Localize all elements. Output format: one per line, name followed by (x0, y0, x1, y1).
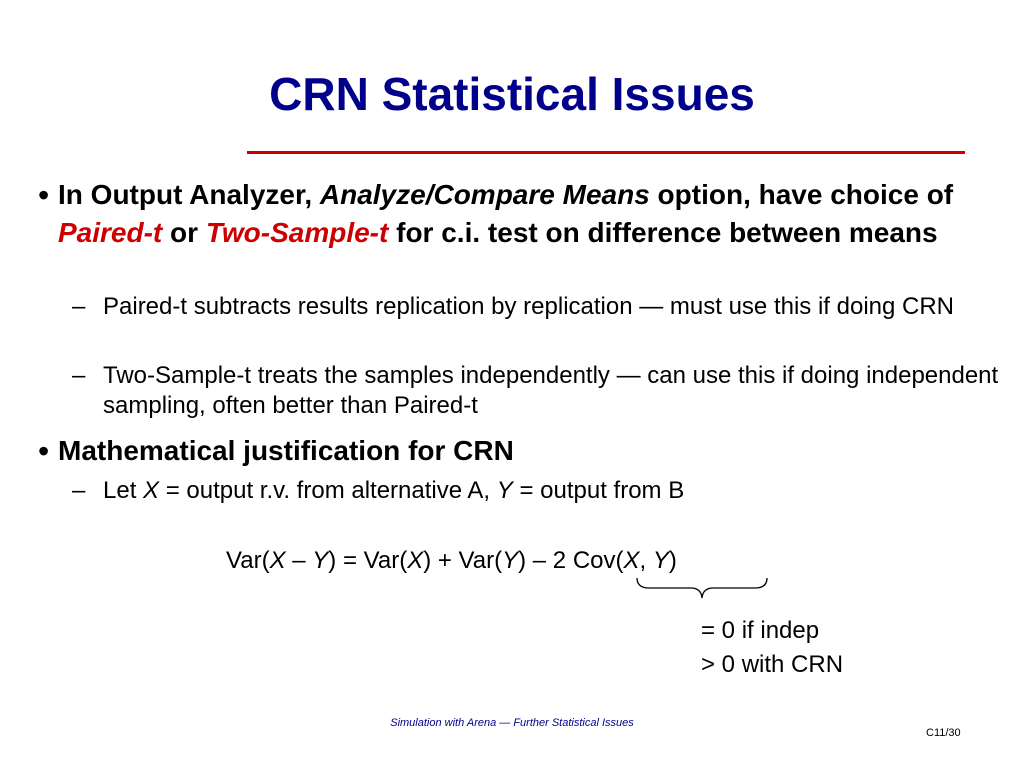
bullet-1 (58, 176, 1008, 252)
sub-bullet-dash: – (72, 477, 86, 504)
eq-var-x: X (407, 547, 424, 574)
slide-footer: Simulation with Arena — Further Statistical Issues (390, 717, 634, 729)
underbrace (635, 576, 770, 602)
variance-equation (226, 546, 677, 576)
eq-part: ) + Var( (423, 547, 503, 574)
bullet-2: Mathematical justification for CRN (58, 435, 514, 466)
eq-part: ) = Var( (328, 547, 408, 574)
sub-bullet-dash: – (72, 293, 86, 320)
title-underline (247, 151, 965, 154)
bullet-dot: • (38, 177, 50, 213)
bullet-dot: • (38, 433, 50, 469)
sub-bullet-let (103, 476, 1008, 506)
slide-title: CRN Statistical Issues (269, 68, 755, 120)
eq-part: – (285, 547, 313, 574)
eq-part: ) (668, 547, 677, 574)
note-independent: = 0 if indep (701, 617, 820, 644)
eq-part: , (639, 547, 653, 574)
let-text-a: Let (103, 477, 144, 504)
note-crn: > 0 with CRN (701, 651, 844, 678)
sub-bullet-dash: – (72, 362, 86, 389)
eq-var-y: Y (312, 547, 329, 574)
page-number: C11/30 (926, 727, 961, 739)
bullet-1-menu-option: Analyze/Compare Means (319, 179, 650, 210)
bullet-1-text-a: In Output Analyzer, (58, 179, 320, 210)
let-text-c: = output from B (512, 477, 685, 504)
eq-var-y: Y (502, 547, 519, 574)
eq-var-x: X (623, 547, 640, 574)
bullet-1-text-d: for c.i. test on difference between means (388, 217, 938, 248)
sub-bullet-paired: Paired-t subtracts results replication by replication — must use this if doing CRN (103, 293, 955, 320)
bullet-1-two-sample-t: Two-Sample-t (205, 217, 389, 248)
bullet-1-text-b: option, have choice of (649, 179, 954, 210)
eq-var-y: Y (652, 547, 669, 574)
sub-bullet-two-sample: Two-Sample-t treats the samples independently — can use this if doing independent sampling, often better than Paired-t (103, 362, 999, 419)
eq-var-x: X (269, 547, 286, 574)
bullet-1-text-c: or (162, 217, 206, 248)
bullet-1-paired-t: Paired-t (58, 217, 163, 248)
eq-part: ) – 2 Cov( (518, 547, 624, 574)
eq-part: Var( (226, 547, 270, 574)
let-text-b: = output r.v. from alternative A, (159, 477, 497, 504)
let-var-x: X (143, 477, 160, 504)
let-var-y: Y (496, 477, 513, 504)
